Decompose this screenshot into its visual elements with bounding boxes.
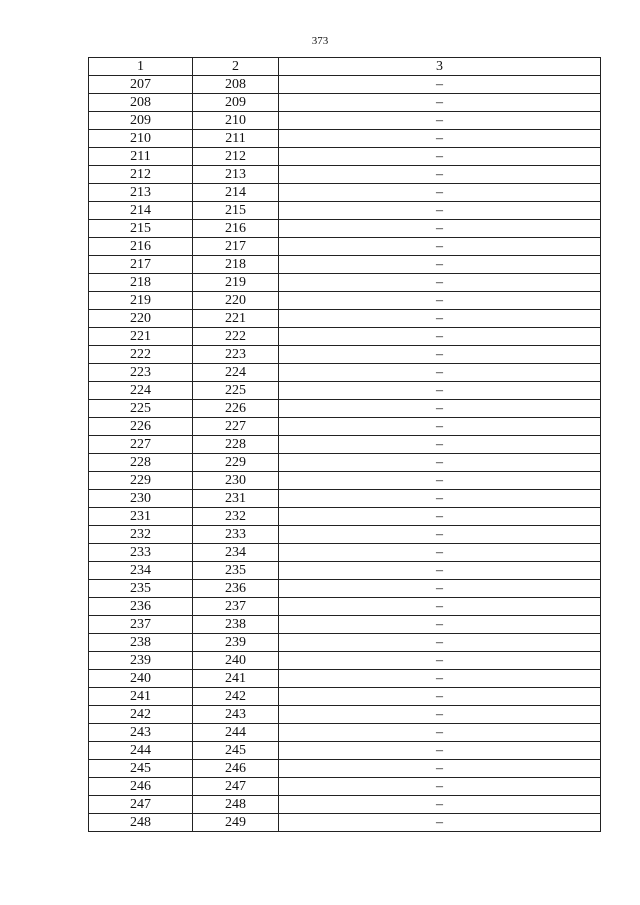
table-row — [89, 706, 601, 724]
table-cell-col-1: 247 — [89, 796, 193, 814]
table-cell-col-1: 220 — [89, 310, 193, 328]
table-cell-col-3: – — [279, 274, 601, 292]
page-number: 373 — [311, 35, 329, 47]
table-cell-col-2: 211 — [193, 130, 279, 148]
table-cell-col-1: 241 — [89, 688, 193, 706]
table-cell-col-2: 246 — [193, 760, 279, 778]
table-row — [89, 616, 601, 634]
table-row — [89, 454, 601, 472]
table-cell-col-1: 222 — [89, 346, 193, 364]
table-cell-col-2: 213 — [193, 166, 279, 184]
table-row — [89, 796, 601, 814]
table-cell-col-2: 238 — [193, 616, 279, 634]
table-cell-col-3: – — [279, 508, 601, 526]
table-cell-col-3: – — [279, 238, 601, 256]
column-header-3: 3 — [279, 58, 601, 76]
table-cell-col-2: 210 — [193, 112, 279, 130]
table-cell-col-3: – — [279, 436, 601, 454]
table-cell-col-1: 208 — [89, 94, 193, 112]
table-cell-col-3: – — [279, 490, 601, 508]
table-cell-col-1: 245 — [89, 760, 193, 778]
table-row — [89, 274, 601, 292]
table-cell-col-2: 235 — [193, 562, 279, 580]
table-cell-col-3: – — [279, 760, 601, 778]
table-cell-col-3: – — [279, 598, 601, 616]
table-cell-col-3: – — [279, 652, 601, 670]
table-cell-col-2: 224 — [193, 364, 279, 382]
table-row — [89, 328, 601, 346]
table-cell-col-3: – — [279, 778, 601, 796]
table-cell-col-3: – — [279, 202, 601, 220]
table-cell-col-3: – — [279, 454, 601, 472]
table-row — [89, 562, 601, 580]
table-cell-col-1: 211 — [89, 148, 193, 166]
table-cell-col-1: 246 — [89, 778, 193, 796]
table-cell-col-3: – — [279, 400, 601, 418]
table-cell-col-2: 231 — [193, 490, 279, 508]
table-cell-col-3: – — [279, 292, 601, 310]
table-row — [89, 436, 601, 454]
table-cell-col-1: 210 — [89, 130, 193, 148]
table-cell-col-1: 231 — [89, 508, 193, 526]
table-row — [89, 760, 601, 778]
table-row — [89, 148, 601, 166]
table-cell-col-1: 219 — [89, 292, 193, 310]
table-cell-col-3: – — [279, 382, 601, 400]
table-cell-col-1: 230 — [89, 490, 193, 508]
table-cell-col-1: 226 — [89, 418, 193, 436]
table-cell-col-3: – — [279, 418, 601, 436]
table-row — [89, 670, 601, 688]
table-cell-col-1: 240 — [89, 670, 193, 688]
table-cell-col-2: 223 — [193, 346, 279, 364]
table-cell-col-2: 244 — [193, 724, 279, 742]
table-row — [89, 400, 601, 418]
table-cell-col-1: 214 — [89, 202, 193, 220]
table-cell-col-1: 239 — [89, 652, 193, 670]
table-cell-col-2: 220 — [193, 292, 279, 310]
table-cell-col-1: 224 — [89, 382, 193, 400]
column-header-1: 1 — [89, 58, 193, 76]
table-cell-col-2: 215 — [193, 202, 279, 220]
table-cell-col-3: – — [279, 706, 601, 724]
table-row — [89, 130, 601, 148]
table-row — [89, 292, 601, 310]
table-cell-col-3: – — [279, 166, 601, 184]
table-cell-col-1: 217 — [89, 256, 193, 274]
table-cell-col-3: – — [279, 724, 601, 742]
table-cell-col-1: 236 — [89, 598, 193, 616]
table-cell-col-2: 208 — [193, 76, 279, 94]
table-row — [89, 382, 601, 400]
table-row — [89, 724, 601, 742]
table-cell-col-3: – — [279, 94, 601, 112]
table-cell-col-3: – — [279, 742, 601, 760]
table-cell-col-2: 222 — [193, 328, 279, 346]
table-cell-col-2: 240 — [193, 652, 279, 670]
table-cell-col-3: – — [279, 310, 601, 328]
table-cell-col-1: 218 — [89, 274, 193, 292]
table-cell-col-1: 213 — [89, 184, 193, 202]
table-cell-col-2: 218 — [193, 256, 279, 274]
table-cell-col-2: 227 — [193, 418, 279, 436]
table-cell-col-1: 244 — [89, 742, 193, 760]
table-cell-col-3: – — [279, 346, 601, 364]
table-cell-col-3: – — [279, 634, 601, 652]
table-row — [89, 346, 601, 364]
table-cell-col-1: 229 — [89, 472, 193, 490]
table-cell-col-1: 233 — [89, 544, 193, 562]
table-row — [89, 472, 601, 490]
table-row — [89, 202, 601, 220]
table-cell-col-1: 223 — [89, 364, 193, 382]
table-row — [89, 634, 601, 652]
table-row — [89, 778, 601, 796]
table-cell-col-1: 216 — [89, 238, 193, 256]
column-header-2: 2 — [193, 58, 279, 76]
table-cell-col-3: – — [279, 526, 601, 544]
table-cell-col-2: 242 — [193, 688, 279, 706]
table-cell-col-3: – — [279, 616, 601, 634]
table-cell-col-2: 245 — [193, 742, 279, 760]
table-cell-col-3: – — [279, 364, 601, 382]
table-cell-col-1: 248 — [89, 814, 193, 832]
table-cell-col-2: 219 — [193, 274, 279, 292]
table-cell-col-2: 226 — [193, 400, 279, 418]
table-cell-col-3: – — [279, 688, 601, 706]
table-cell-col-2: 228 — [193, 436, 279, 454]
table-cell-col-3: – — [279, 544, 601, 562]
table-row — [89, 94, 601, 112]
table-header-row — [89, 58, 601, 76]
table-cell-col-1: 243 — [89, 724, 193, 742]
table-cell-col-1: 237 — [89, 616, 193, 634]
table-cell-col-2: 249 — [193, 814, 279, 832]
table-cell-col-3: – — [279, 130, 601, 148]
table-row — [89, 688, 601, 706]
table-cell-col-3: – — [279, 256, 601, 274]
table-row — [89, 310, 601, 328]
table-cell-col-3: – — [279, 148, 601, 166]
table-cell-col-2: 229 — [193, 454, 279, 472]
table-cell-col-1: 238 — [89, 634, 193, 652]
table-cell-col-3: – — [279, 328, 601, 346]
table-row — [89, 526, 601, 544]
table-cell-col-2: 230 — [193, 472, 279, 490]
table-cell-col-3: – — [279, 580, 601, 598]
table-row — [89, 166, 601, 184]
table-cell-col-2: 225 — [193, 382, 279, 400]
table-cell-col-1: 232 — [89, 526, 193, 544]
table-cell-col-3: – — [279, 112, 601, 130]
table-cell-col-2: 214 — [193, 184, 279, 202]
table-row — [89, 490, 601, 508]
table-cell-col-1: 212 — [89, 166, 193, 184]
table-row — [89, 76, 601, 94]
table-cell-col-2: 236 — [193, 580, 279, 598]
table-cell-col-3: – — [279, 670, 601, 688]
table-cell-col-3: – — [279, 220, 601, 238]
table-cell-col-3: – — [279, 796, 601, 814]
table-cell-col-3: – — [279, 814, 601, 832]
table-row — [89, 580, 601, 598]
table-cell-col-1: 207 — [89, 76, 193, 94]
table-cell-col-1: 228 — [89, 454, 193, 472]
table-cell-col-2: 247 — [193, 778, 279, 796]
table-cell-col-1: 235 — [89, 580, 193, 598]
table-cell-col-1: 227 — [89, 436, 193, 454]
table-header — [89, 58, 601, 76]
table-cell-col-2: 217 — [193, 238, 279, 256]
table-cell-col-2: 234 — [193, 544, 279, 562]
table-cell-col-2: 232 — [193, 508, 279, 526]
table-cell-col-2: 209 — [193, 94, 279, 112]
table-cell-col-3: – — [279, 472, 601, 490]
table-cell-col-3: – — [279, 562, 601, 580]
table-cell-col-2: 221 — [193, 310, 279, 328]
table-cell-col-3: – — [279, 184, 601, 202]
table-cell-col-1: 242 — [89, 706, 193, 724]
table-cell-col-1: 215 — [89, 220, 193, 238]
table-row — [89, 814, 601, 832]
data-table — [88, 57, 601, 832]
table-row — [89, 508, 601, 526]
table-row — [89, 256, 601, 274]
table-cell-col-1: 225 — [89, 400, 193, 418]
table-row — [89, 544, 601, 562]
table-cell-col-2: 237 — [193, 598, 279, 616]
table-cell-col-2: 241 — [193, 670, 279, 688]
table-cell-col-2: 239 — [193, 634, 279, 652]
table-cell-col-1: 234 — [89, 562, 193, 580]
table-row — [89, 652, 601, 670]
table-row — [89, 112, 601, 130]
table-row — [89, 364, 601, 382]
table-row — [89, 184, 601, 202]
table-cell-col-2: 233 — [193, 526, 279, 544]
table-row — [89, 418, 601, 436]
table-cell-col-3: – — [279, 76, 601, 94]
table-cell-col-1: 221 — [89, 328, 193, 346]
table-cell-col-1: 209 — [89, 112, 193, 130]
table-cell-col-2: 212 — [193, 148, 279, 166]
table-cell-col-2: 216 — [193, 220, 279, 238]
table-row — [89, 220, 601, 238]
table-body — [89, 76, 601, 832]
table-cell-col-2: 248 — [193, 796, 279, 814]
table-row — [89, 598, 601, 616]
table-row — [89, 742, 601, 760]
table-cell-col-2: 243 — [193, 706, 279, 724]
table-row — [89, 238, 601, 256]
